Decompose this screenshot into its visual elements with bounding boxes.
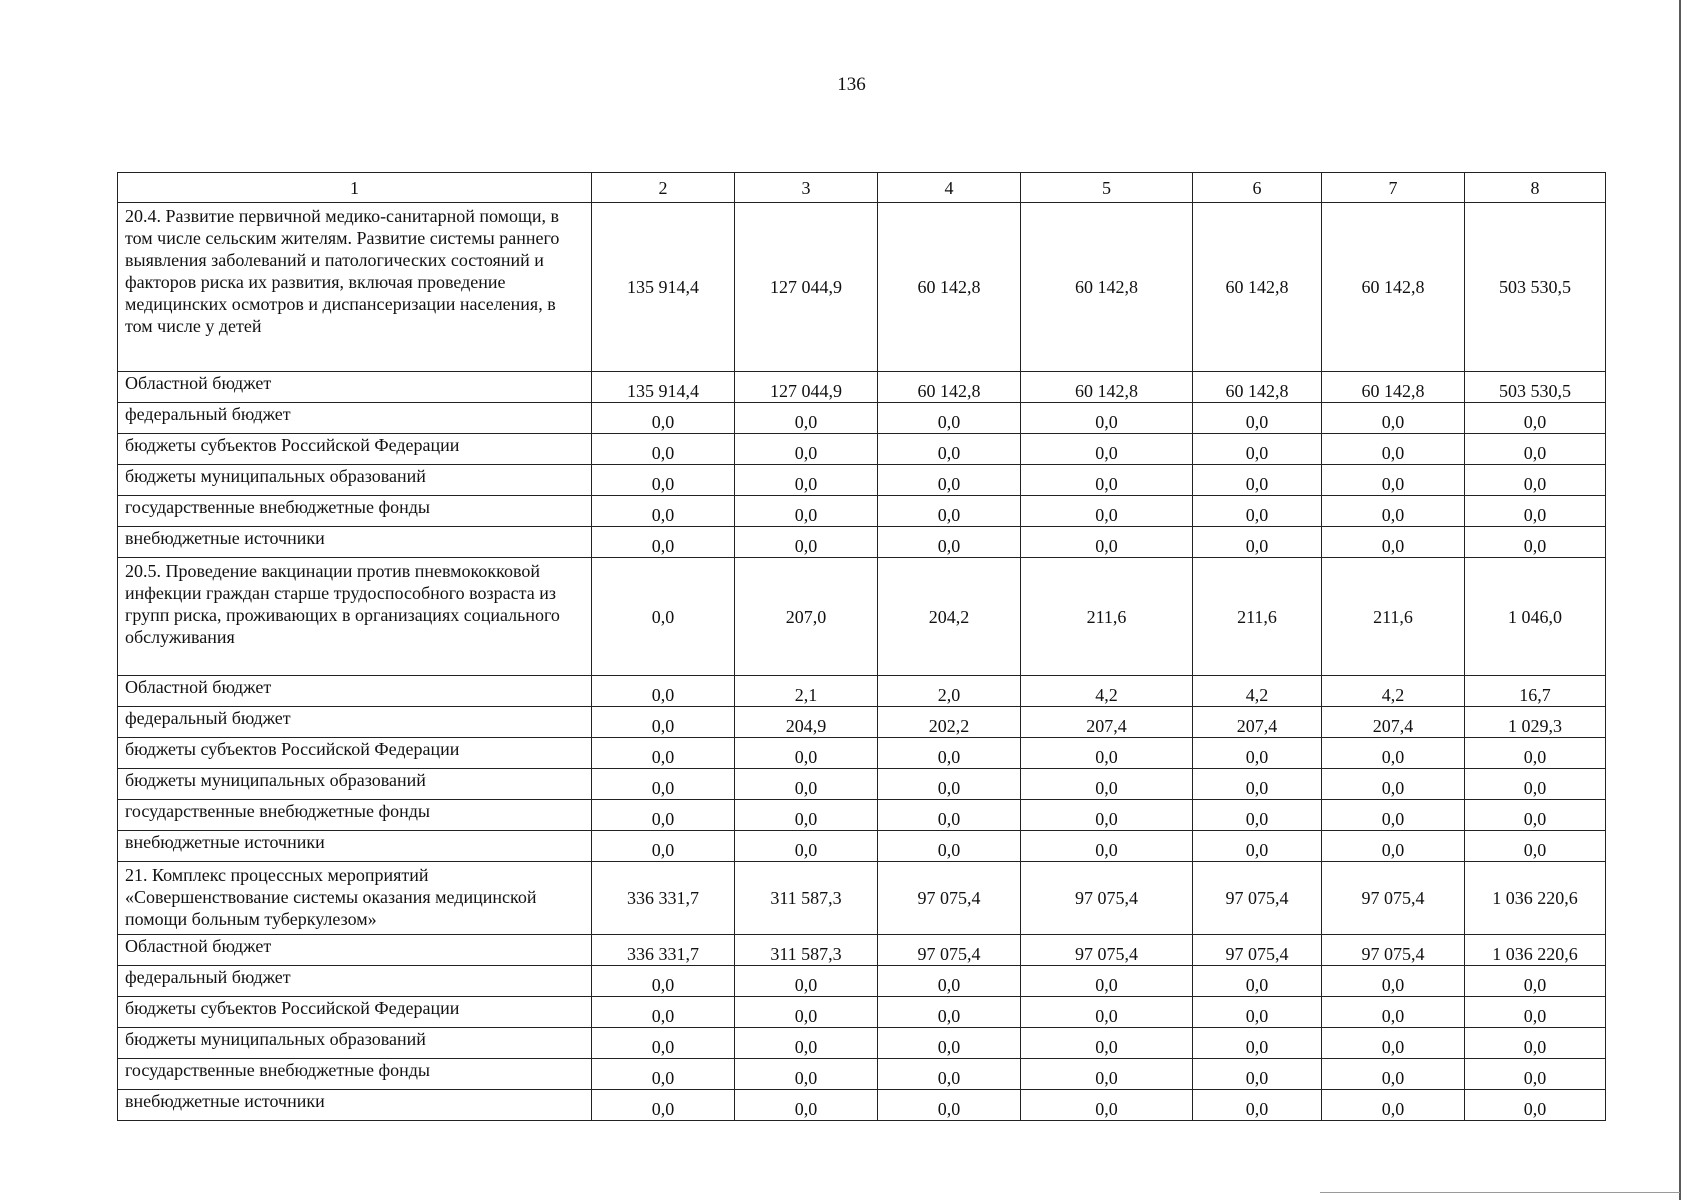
funding-source-label: государственные внебюджетные фонды xyxy=(118,496,592,527)
value-cell: 0,0 xyxy=(1193,496,1322,527)
value-cell: 60 142,8 xyxy=(878,372,1021,403)
value-cell: 0,0 xyxy=(878,769,1021,800)
value-cell: 0,0 xyxy=(592,738,735,769)
total-value: 503 530,5 xyxy=(1465,203,1606,372)
value-cell: 503 530,5 xyxy=(1465,372,1606,403)
column-number-5: 5 xyxy=(1021,173,1193,203)
value-cell: 0,0 xyxy=(878,966,1021,997)
funding-source-label: федеральный бюджет xyxy=(118,403,592,434)
total-value: 60 142,8 xyxy=(1193,203,1322,372)
value-cell: 0,0 xyxy=(878,465,1021,496)
value-cell: 0,0 xyxy=(1465,831,1606,862)
value-cell: 0,0 xyxy=(735,997,878,1028)
value-cell: 1 036 220,6 xyxy=(1465,935,1606,966)
value-cell: 0,0 xyxy=(1465,1090,1606,1121)
value-cell: 1 029,3 xyxy=(1465,707,1606,738)
total-value: 60 142,8 xyxy=(878,203,1021,372)
value-cell: 0,0 xyxy=(592,997,735,1028)
value-cell: 97 075,4 xyxy=(1021,935,1193,966)
value-cell: 0,0 xyxy=(1193,738,1322,769)
value-cell: 135 914,4 xyxy=(592,372,735,403)
total-value: 97 075,4 xyxy=(1021,862,1193,935)
funding-source-row xyxy=(118,769,1606,800)
value-cell: 0,0 xyxy=(735,434,878,465)
column-number-7: 7 xyxy=(1322,173,1465,203)
value-cell: 0,0 xyxy=(1193,769,1322,800)
value-cell: 0,0 xyxy=(1021,1028,1193,1059)
value-cell: 0,0 xyxy=(592,1090,735,1121)
value-cell: 0,0 xyxy=(1193,403,1322,434)
funding-source-label: бюджеты муниципальных образований xyxy=(118,769,592,800)
value-cell: 0,0 xyxy=(1322,527,1465,558)
value-cell: 0,0 xyxy=(735,1090,878,1121)
column-number-6: 6 xyxy=(1193,173,1322,203)
value-cell: 0,0 xyxy=(1465,496,1606,527)
funding-source-row xyxy=(118,496,1606,527)
value-cell: 0,0 xyxy=(1465,434,1606,465)
value-cell: 0,0 xyxy=(592,1028,735,1059)
funding-source-label: бюджеты субъектов Российской Федерации xyxy=(118,738,592,769)
value-cell: 0,0 xyxy=(878,831,1021,862)
value-cell: 0,0 xyxy=(1021,831,1193,862)
value-cell: 0,0 xyxy=(592,769,735,800)
total-value: 204,2 xyxy=(878,558,1021,676)
total-value: 1 046,0 xyxy=(1465,558,1606,676)
program-title: 20.4. Развитие первичной медико-санитарной помощи, в том числе сельским жителям. Развитие системы раннего выявления заболеваний и патологических состояний и факторов риска их развития, включая проведение медицинских осмотров и диспансеризации населения, в том числе у детей xyxy=(118,203,592,372)
value-cell: 0,0 xyxy=(1021,403,1193,434)
value-cell: 0,0 xyxy=(1021,465,1193,496)
value-cell: 207,4 xyxy=(1021,707,1193,738)
value-cell: 0,0 xyxy=(1193,831,1322,862)
funding-source-row xyxy=(118,1090,1606,1121)
total-value: 211,6 xyxy=(1021,558,1193,676)
value-cell: 0,0 xyxy=(1465,738,1606,769)
value-cell: 0,0 xyxy=(1465,800,1606,831)
value-cell: 0,0 xyxy=(735,769,878,800)
value-cell: 0,0 xyxy=(735,738,878,769)
funding-source-label: федеральный бюджет xyxy=(118,707,592,738)
total-value: 97 075,4 xyxy=(1322,862,1465,935)
funding-source-row xyxy=(118,465,1606,496)
value-cell: 0,0 xyxy=(1465,527,1606,558)
funding-source-label: бюджеты муниципальных образований xyxy=(118,465,592,496)
value-cell: 0,0 xyxy=(592,465,735,496)
value-cell: 4,2 xyxy=(1021,676,1193,707)
value-cell: 204,9 xyxy=(735,707,878,738)
funding-source-label: государственные внебюджетные фонды xyxy=(118,1059,592,1090)
value-cell: 0,0 xyxy=(1322,1090,1465,1121)
value-cell: 97 075,4 xyxy=(1193,935,1322,966)
value-cell: 0,0 xyxy=(1021,997,1193,1028)
program-title: 20.5. Проведение вакцинации против пневмококковой инфекции граждан старше трудоспособного возраста из групп риска, проживающих в организациях социального обслуживания xyxy=(118,558,592,676)
total-value: 211,6 xyxy=(1193,558,1322,676)
value-cell: 0,0 xyxy=(1021,1090,1193,1121)
funding-source-row xyxy=(118,372,1606,403)
value-cell: 0,0 xyxy=(1322,1028,1465,1059)
value-cell: 2,1 xyxy=(735,676,878,707)
value-cell: 207,4 xyxy=(1193,707,1322,738)
value-cell: 207,4 xyxy=(1322,707,1465,738)
value-cell: 0,0 xyxy=(1021,1059,1193,1090)
total-value: 97 075,4 xyxy=(878,862,1021,935)
value-cell: 0,0 xyxy=(592,966,735,997)
value-cell: 0,0 xyxy=(1193,966,1322,997)
value-cell: 0,0 xyxy=(735,831,878,862)
value-cell: 0,0 xyxy=(1322,800,1465,831)
value-cell: 0,0 xyxy=(1322,465,1465,496)
funding-source-label: Областной бюджет xyxy=(118,935,592,966)
value-cell: 0,0 xyxy=(878,800,1021,831)
value-cell: 0,0 xyxy=(1465,966,1606,997)
value-cell: 0,0 xyxy=(592,707,735,738)
value-cell: 0,0 xyxy=(592,800,735,831)
value-cell: 0,0 xyxy=(1021,800,1193,831)
value-cell: 0,0 xyxy=(592,676,735,707)
total-value: 1 036 220,6 xyxy=(1465,862,1606,935)
total-value: 97 075,4 xyxy=(1193,862,1322,935)
funding-source-label: внебюджетные источники xyxy=(118,1090,592,1121)
value-cell: 0,0 xyxy=(1322,1059,1465,1090)
value-cell: 336 331,7 xyxy=(592,935,735,966)
value-cell: 0,0 xyxy=(735,465,878,496)
value-cell: 0,0 xyxy=(878,997,1021,1028)
value-cell: 0,0 xyxy=(592,1059,735,1090)
program-row xyxy=(118,862,1606,935)
value-cell: 127 044,9 xyxy=(735,372,878,403)
funding-source-row xyxy=(118,738,1606,769)
value-cell: 0,0 xyxy=(1322,997,1465,1028)
value-cell: 0,0 xyxy=(592,496,735,527)
funding-source-label: бюджеты субъектов Российской Федерации xyxy=(118,997,592,1028)
value-cell: 0,0 xyxy=(1193,465,1322,496)
value-cell: 97 075,4 xyxy=(1322,935,1465,966)
value-cell: 0,0 xyxy=(735,800,878,831)
value-cell: 0,0 xyxy=(1193,800,1322,831)
value-cell: 0,0 xyxy=(592,527,735,558)
value-cell: 97 075,4 xyxy=(878,935,1021,966)
value-cell: 60 142,8 xyxy=(1322,372,1465,403)
value-cell: 0,0 xyxy=(735,496,878,527)
value-cell: 0,0 xyxy=(1322,831,1465,862)
program-title: 21. Комплекс процессных мероприятий «Совершенствование системы оказания медицинской помощи больным туберкулезом» xyxy=(118,862,592,935)
column-number-header-row xyxy=(118,173,1606,203)
total-value: 60 142,8 xyxy=(1322,203,1465,372)
scan-edge-right xyxy=(1679,0,1681,1200)
value-cell: 0,0 xyxy=(1465,1028,1606,1059)
funding-source-row xyxy=(118,1028,1606,1059)
funding-source-row xyxy=(118,831,1606,862)
funding-source-row xyxy=(118,707,1606,738)
funding-source-label: бюджеты муниципальных образований xyxy=(118,1028,592,1059)
value-cell: 0,0 xyxy=(1021,769,1193,800)
value-cell: 2,0 xyxy=(878,676,1021,707)
column-number-3: 3 xyxy=(735,173,878,203)
total-value: 135 914,4 xyxy=(592,203,735,372)
value-cell: 0,0 xyxy=(1465,465,1606,496)
funding-table xyxy=(117,172,1606,1121)
page-number: 136 xyxy=(837,74,866,95)
value-cell: 0,0 xyxy=(878,496,1021,527)
total-value: 211,6 xyxy=(1322,558,1465,676)
funding-source-row xyxy=(118,676,1606,707)
value-cell: 0,0 xyxy=(878,527,1021,558)
value-cell: 0,0 xyxy=(1193,1090,1322,1121)
column-number-1: 1 xyxy=(118,173,592,203)
value-cell: 0,0 xyxy=(735,527,878,558)
value-cell: 0,0 xyxy=(735,403,878,434)
value-cell: 60 142,8 xyxy=(1193,372,1322,403)
total-value: 60 142,8 xyxy=(1021,203,1193,372)
value-cell: 0,0 xyxy=(735,1028,878,1059)
value-cell: 0,0 xyxy=(1465,997,1606,1028)
value-cell: 0,0 xyxy=(878,738,1021,769)
value-cell: 0,0 xyxy=(1021,434,1193,465)
funding-source-row xyxy=(118,800,1606,831)
value-cell: 202,2 xyxy=(878,707,1021,738)
value-cell: 0,0 xyxy=(878,403,1021,434)
funding-source-row xyxy=(118,966,1606,997)
program-row xyxy=(118,558,1606,676)
value-cell: 0,0 xyxy=(1465,769,1606,800)
funding-source-row xyxy=(118,434,1606,465)
total-value: 127 044,9 xyxy=(735,203,878,372)
value-cell: 0,0 xyxy=(1021,738,1193,769)
funding-source-label: федеральный бюджет xyxy=(118,966,592,997)
value-cell: 0,0 xyxy=(1021,527,1193,558)
funding-source-label: Областной бюджет xyxy=(118,676,592,707)
scan-edge-bottom xyxy=(1320,1192,1680,1193)
funding-source-row xyxy=(118,997,1606,1028)
value-cell: 0,0 xyxy=(1465,403,1606,434)
funding-source-row xyxy=(118,935,1606,966)
value-cell: 0,0 xyxy=(1322,966,1465,997)
value-cell: 0,0 xyxy=(1465,1059,1606,1090)
value-cell: 60 142,8 xyxy=(1021,372,1193,403)
total-value: 0,0 xyxy=(592,558,735,676)
value-cell: 0,0 xyxy=(878,1028,1021,1059)
program-row xyxy=(118,203,1606,372)
value-cell: 0,0 xyxy=(1322,434,1465,465)
value-cell: 0,0 xyxy=(592,434,735,465)
value-cell: 0,0 xyxy=(592,831,735,862)
value-cell: 0,0 xyxy=(592,403,735,434)
funding-source-label: Областной бюджет xyxy=(118,372,592,403)
value-cell: 0,0 xyxy=(735,1059,878,1090)
value-cell: 0,0 xyxy=(1322,403,1465,434)
value-cell: 0,0 xyxy=(878,1090,1021,1121)
value-cell: 0,0 xyxy=(1193,997,1322,1028)
value-cell: 0,0 xyxy=(1322,738,1465,769)
value-cell: 0,0 xyxy=(1322,769,1465,800)
total-value: 336 331,7 xyxy=(592,862,735,935)
value-cell: 0,0 xyxy=(878,434,1021,465)
value-cell: 0,0 xyxy=(735,966,878,997)
value-cell: 4,2 xyxy=(1322,676,1465,707)
value-cell: 16,7 xyxy=(1465,676,1606,707)
total-value: 311 587,3 xyxy=(735,862,878,935)
value-cell: 0,0 xyxy=(1322,496,1465,527)
funding-source-label: государственные внебюджетные фонды xyxy=(118,800,592,831)
funding-source-row xyxy=(118,527,1606,558)
funding-source-row xyxy=(118,403,1606,434)
total-value: 207,0 xyxy=(735,558,878,676)
column-number-8: 8 xyxy=(1465,173,1606,203)
value-cell: 0,0 xyxy=(1193,434,1322,465)
value-cell: 0,0 xyxy=(1021,966,1193,997)
funding-source-row xyxy=(118,1059,1606,1090)
column-number-2: 2 xyxy=(592,173,735,203)
value-cell: 311 587,3 xyxy=(735,935,878,966)
value-cell: 0,0 xyxy=(1193,527,1322,558)
column-number-4: 4 xyxy=(878,173,1021,203)
value-cell: 0,0 xyxy=(1193,1059,1322,1090)
value-cell: 0,0 xyxy=(1021,496,1193,527)
value-cell: 4,2 xyxy=(1193,676,1322,707)
funding-source-label: внебюджетные источники xyxy=(118,527,592,558)
value-cell: 0,0 xyxy=(878,1059,1021,1090)
funding-source-label: внебюджетные источники xyxy=(118,831,592,862)
value-cell: 0,0 xyxy=(1193,1028,1322,1059)
funding-source-label: бюджеты субъектов Российской Федерации xyxy=(118,434,592,465)
